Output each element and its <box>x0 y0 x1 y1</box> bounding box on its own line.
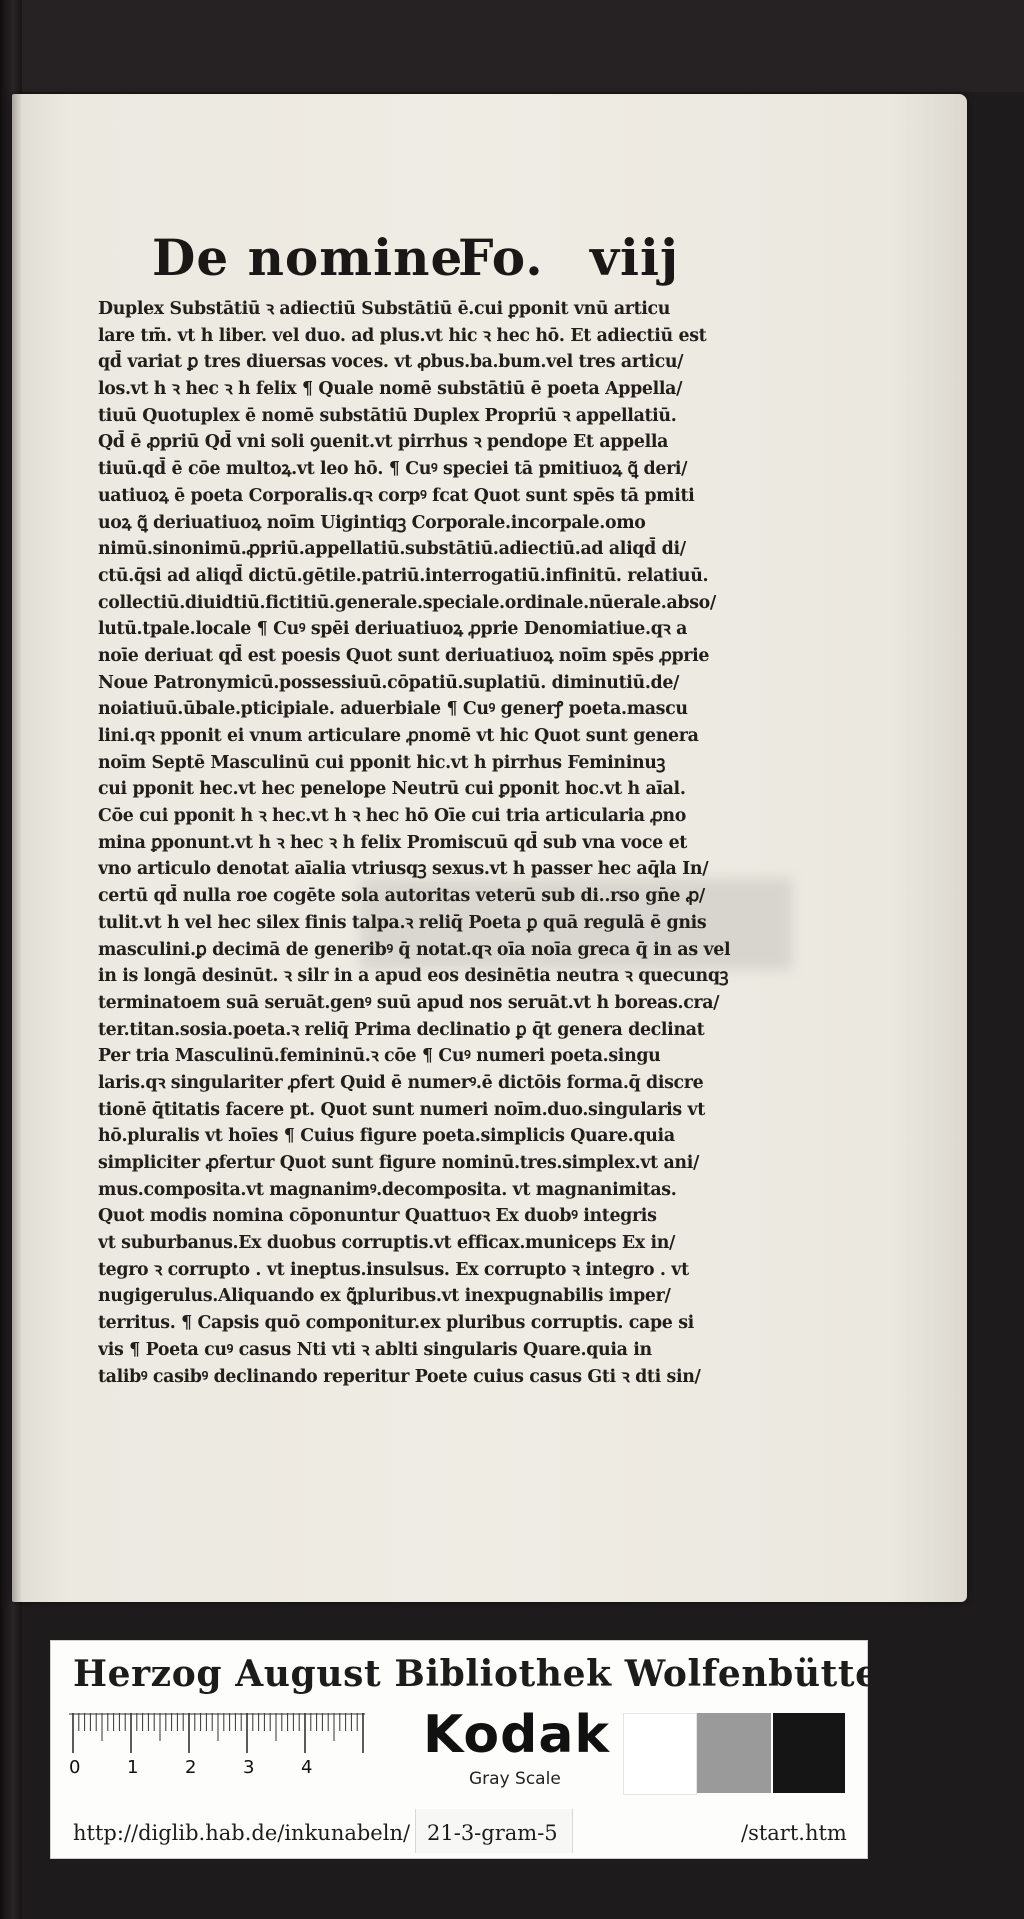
text-line: tulit.vt h vel hec silex finis talpa.ꝛ reliq̄ Poeta ꝑ quā regulā ē gnis <box>98 912 707 933</box>
text-line: tiuū.qd̄ ē cōe multoꝝ.vt leo hō. ¶ Cuꝰ speciei tā pmitiuoꝝ ꝗ͂ deri/ <box>98 459 688 480</box>
text-line: Cōe cui pponit h ꝛ hec.vt h ꝛ hec hō Oīe cui tria articularia ꝓno <box>98 806 686 827</box>
text-line: cui pponit hec.vt hec penelope Neutrū cui ꝑponit hoc.vt h aīal. <box>98 779 686 800</box>
gray-patch-mid <box>697 1713 771 1793</box>
text-line: noīe deriuat qd̄ est poesis Quot sunt deriuatiuoꝝ noīm spēs ꝓprie <box>98 645 710 666</box>
start-page-path: /start.htm <box>741 1821 847 1845</box>
text-line: tegro ꝛ corrupto . vt ineptus.insulsus. Ex corrupto ꝛ integro . vt <box>98 1259 689 1280</box>
text-line: uatiuoꝝ ē poeta Corporalis.qꝛ corpꝰ fcat Quot sunt spēs tā pmiti <box>98 485 695 506</box>
text-line: lare tm̄. vt h liber. vel duo. ad plus.vt hic ꝛ hec hō. Et adiectiū est <box>98 325 707 346</box>
text-line: masculini.ꝑ decimā de generibꝰ q̄ notat.qꝛ oīa noīa greca q̄ in as vel <box>98 939 731 960</box>
gray-scale-label: Gray Scale <box>469 1769 561 1789</box>
gray-patch-white <box>623 1713 697 1795</box>
text-line: vno articulo denotat aīalia vtriusqꝫ sexus.vt h passer hec aq̄la In/ <box>98 859 709 880</box>
text-line: Noue Patronymicū.possessiuū.cōpatiū.suplatiū. diminutiū.de/ <box>98 672 680 693</box>
card-footer <box>51 1801 867 1858</box>
text-line: lini.qꝛ pponit ei vnum articulare ꝓnomē vt hic Quot sunt genera <box>98 726 699 746</box>
measurement-ruler <box>69 1713 459 1791</box>
text-line: laris.qꝛ singulariter ꝓfert Quid ē numerꝰ.ē dictōis forma.q̄ discre <box>98 1072 704 1093</box>
text-line: hō.pluralis vt hoīes ¶ Cuius figure poeta.simplicis Quare.quia <box>98 1126 675 1147</box>
text-line: simpliciter ꝓfertur Quot sunt figure nominū.tres.simplex.vt ani/ <box>98 1153 699 1173</box>
text-line: collectiū.diuidtiū.fictitiū.generale.speciale.ordinale.nūerale.abso/ <box>98 592 716 613</box>
text-line: Qd̄ ē ꝓpriū Qd̄ vni soli ꝯuenit.vt pirrhus ꝛ pendope Et appella <box>98 432 669 453</box>
scanner-background <box>0 0 1024 92</box>
page-gutter-shadow <box>12 94 22 1602</box>
text-line: lutū.tpale.locale ¶ Cuꝰ spēi deriuatiuoꝝ ꝓprie Denomiatiue.qꝛ a <box>98 619 688 640</box>
institution-name: Herzog August Bibliothek Wolfenbüttel <box>73 1653 893 1695</box>
text-line: los.vt h ꝛ hec ꝛ h felix ¶ Quale nomē substātiū ē poeta Appella/ <box>98 379 683 400</box>
text-line: uoꝝ ꝗ͂ deriuatiuoꝝ noīm Uigintiqꝫ Corporale.incorpale.omo <box>98 512 646 533</box>
running-head-title: De nomine <box>152 228 464 287</box>
text-line: talibꝰ casibꝰ declinando reperitur Poete cuius casus Gti ꝛ dti sin/ <box>98 1366 701 1387</box>
body-text-block <box>98 296 762 1390</box>
text-line: Quot modis nomina cōponuntur Quattuoꝛ Ex duobꝰ integris <box>98 1206 657 1227</box>
text-line: nugigerulus.Aliquando ex ꝗ͂pluribus.vt inexpugnabilis imper/ <box>98 1286 671 1307</box>
ruler-label: 3 <box>243 1757 255 1778</box>
kodak-logo: Kodak <box>423 1705 610 1765</box>
ruler-ticks <box>69 1713 369 1757</box>
text-line: mus.composita.vt magnanimꝰ.decomposita. vt magnanimitas. <box>98 1179 677 1200</box>
digital-library-url: http://diglib.hab.de/inkunabeln/ <box>73 1821 411 1845</box>
text-line: qd̄ variat ꝑ tres diuersas voces. vt ꝓbus.ba.bum.vel tres articu/ <box>98 352 684 373</box>
text-line: mina ꝑponunt.vt h ꝛ hec ꝛ h felix Promiscuū qd̄ sub vna voce et <box>98 832 687 853</box>
running-head <box>152 228 680 294</box>
shelf-signature: 21-3-gram-5 <box>427 1821 558 1845</box>
text-line: nimū.sinonimū.ꝓpriū.appellatiū.substātiū.adiectiū.ad aliqd̄ di/ <box>98 539 686 560</box>
text-line: tiuū Quotuplex ē nomē substātiū Duplex Propriū ꝛ appellatiū. <box>98 405 677 426</box>
text-line: Duplex Substātiū ꝛ adiectiū Substātiū ē.cui ꝑponit vnū articu <box>98 299 671 319</box>
text-line: noiatiuū.ūbale.pticipiale. aduerbiale ¶ Cuꝰ generꝭ poeta.mascu <box>98 699 688 720</box>
ruler-label: 4 <box>301 1757 313 1778</box>
text-line: territus. ¶ Capsis quō componitur.ex pluribus corruptis. cape si <box>98 1313 694 1334</box>
text-line: terminatoem suā seruāt.genꝰ suū apud nos seruāt.vt h boreas.cra/ <box>98 992 720 1013</box>
text-line: certū qd̄ nulla roe cogēte sola autoritas veterū sub di..rso gn̄e ꝓ/ <box>98 886 705 907</box>
ruler-label: 1 <box>127 1757 139 1778</box>
text-line: in is longā desinūt. ꝛ silr in a apud eos desinētia neutra ꝛ quecunqꝫ <box>98 966 729 987</box>
text-line: vt suburbanus.Ex duobus corruptis.vt efficax.municeps Ex in/ <box>98 1233 676 1254</box>
gray-patch-black <box>773 1713 845 1793</box>
text-line: tionē q̄titatis facere pt. Quot sunt numeri noīm.duo.singularis vt <box>98 1099 705 1120</box>
folio-number: viij <box>590 228 680 287</box>
color-target-card <box>50 1640 893 1859</box>
text-line: Per tria Masculinū.femininū.ꝛ cōe ¶ Cuꝰ numeri poeta.singu <box>98 1046 661 1067</box>
text-line: vis ¶ Poeta cuꝰ casus Nti vti ꝛ ablti singularis Quare.quia in <box>98 1339 652 1360</box>
text-line: noīm Septē Masculinū cui pponit hic.vt h pirrhus Femininuꝫ <box>98 752 666 773</box>
text-line: ctū.q̄si ad aliqd̄ dictū.gētile.patriū.interrogatiū.infinitū. relatiuū. <box>98 565 709 586</box>
ruler-label: 0 <box>69 1757 81 1778</box>
text-line: ter.titan.sosia.poeta.ꝛ reliq̄ Prima declinatio ꝑ q̄t genera declinat <box>98 1019 705 1040</box>
folio-label: Fo. <box>458 228 544 287</box>
ruler-label: 2 <box>185 1757 197 1778</box>
